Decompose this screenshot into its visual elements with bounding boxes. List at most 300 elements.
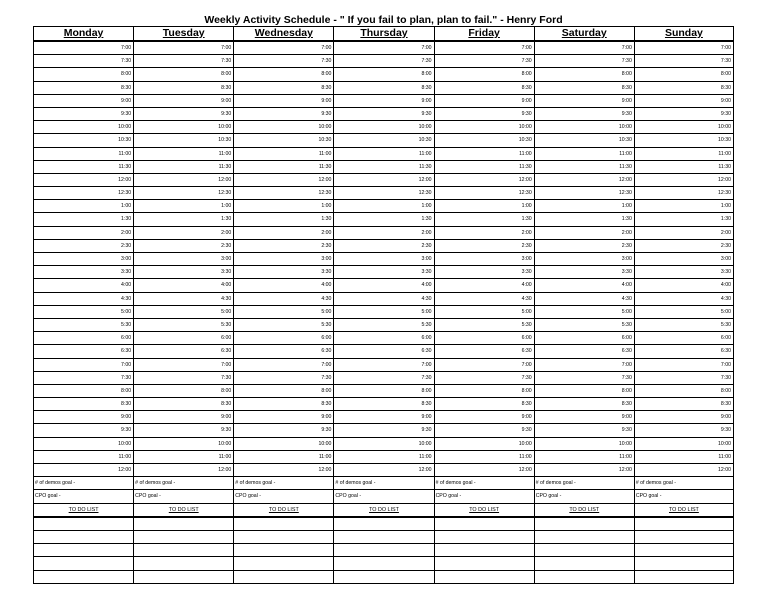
todo-row[interactable] (34, 518, 133, 531)
todo-row[interactable] (435, 531, 534, 544)
time-slot[interactable]: 11:00 (134, 148, 233, 161)
time-slot[interactable]: 9:00 (635, 95, 733, 108)
time-slot[interactable]: 8:00 (34, 385, 133, 398)
todo-row[interactable] (435, 557, 534, 570)
time-slot[interactable]: 7:00 (234, 359, 333, 372)
time-slot[interactable]: 1:00 (34, 200, 133, 213)
todo-row[interactable] (334, 518, 433, 531)
time-slot[interactable]: 7:30 (34, 55, 133, 68)
time-slot[interactable]: 7:30 (435, 372, 534, 385)
time-slot[interactable]: 12:00 (635, 174, 733, 187)
time-slot[interactable]: 7:30 (535, 372, 634, 385)
time-slot[interactable]: 3:00 (34, 253, 133, 266)
todo-row[interactable] (34, 571, 133, 584)
time-slot[interactable]: 1:30 (134, 213, 233, 226)
time-slot[interactable]: 7:00 (535, 359, 634, 372)
time-slot[interactable]: 8:30 (34, 82, 133, 95)
time-slot[interactable]: 8:00 (334, 385, 433, 398)
time-slot[interactable]: 1:00 (435, 200, 534, 213)
time-slot[interactable]: 4:00 (234, 279, 333, 292)
time-slot[interactable]: 1:30 (435, 213, 534, 226)
time-slot[interactable]: 9:00 (435, 411, 534, 424)
time-slot[interactable]: 2:30 (635, 240, 733, 253)
time-slot[interactable]: 7:00 (134, 42, 233, 55)
todo-row[interactable] (234, 571, 333, 584)
time-slot[interactable]: 12:00 (334, 174, 433, 187)
time-slot[interactable]: 7:00 (334, 42, 433, 55)
time-slot[interactable]: 11:00 (234, 451, 333, 464)
schedule-grid (33, 26, 734, 577)
time-slot[interactable]: 4:30 (334, 293, 433, 306)
time-slot[interactable]: 12:00 (34, 174, 133, 187)
todo-row[interactable] (635, 518, 733, 531)
time-slot[interactable]: 11:00 (34, 451, 133, 464)
time-slot[interactable]: 10:00 (635, 121, 733, 134)
time-slot[interactable]: 9:00 (234, 411, 333, 424)
time-slot[interactable]: 6:00 (34, 332, 133, 345)
time-slot[interactable]: 2:30 (234, 240, 333, 253)
time-slot[interactable]: 8:30 (635, 398, 733, 411)
time-slot[interactable]: 7:00 (334, 359, 433, 372)
time-slot[interactable]: 10:00 (435, 121, 534, 134)
time-slot[interactable]: 1:00 (535, 200, 634, 213)
time-slot[interactable]: 9:30 (435, 424, 534, 437)
time-slot[interactable]: 3:30 (234, 266, 333, 279)
time-slot[interactable]: 7:00 (34, 42, 133, 55)
time-slot[interactable]: 4:00 (34, 279, 133, 292)
time-slot[interactable]: 6:30 (134, 345, 233, 358)
time-slot[interactable]: 8:30 (334, 82, 433, 95)
time-slot[interactable]: 9:00 (234, 95, 333, 108)
time-slot[interactable]: 12:00 (635, 464, 733, 477)
time-slot[interactable]: 2:00 (435, 227, 534, 240)
todo-row[interactable] (134, 531, 233, 544)
time-slot[interactable]: 5:30 (134, 319, 233, 332)
time-slot[interactable]: 11:00 (635, 148, 733, 161)
day-header (435, 26, 534, 42)
time-slot[interactable]: 9:30 (134, 424, 233, 437)
time-slot[interactable]: 11:30 (535, 161, 634, 174)
demos-goal-field[interactable]: # of demos goal - (34, 477, 133, 490)
time-slot[interactable]: 5:30 (635, 319, 733, 332)
time-slot[interactable]: 6:00 (334, 332, 433, 345)
time-slot[interactable]: 12:30 (234, 187, 333, 200)
time-slot[interactable]: 8:00 (535, 385, 634, 398)
time-slot[interactable]: 8:00 (234, 385, 333, 398)
time-slot[interactable]: 12:30 (535, 187, 634, 200)
time-slot[interactable]: 8:30 (435, 82, 534, 95)
time-slot[interactable]: 12:00 (134, 464, 233, 477)
demos-goal-field[interactable]: # of demos goal - (635, 477, 733, 490)
day-header (134, 26, 233, 42)
time-slot[interactable]: 12:00 (334, 464, 433, 477)
time-slot[interactable]: 7:00 (134, 359, 233, 372)
time-slot[interactable]: 4:30 (535, 293, 634, 306)
time-slot[interactable]: 9:30 (535, 108, 634, 121)
day-header (535, 26, 634, 42)
time-slot[interactable]: 4:00 (635, 279, 733, 292)
time-slot[interactable]: 4:30 (435, 293, 534, 306)
time-slot[interactable]: 8:00 (435, 68, 534, 81)
time-slot[interactable]: 12:00 (134, 174, 233, 187)
time-slot[interactable]: 10:30 (435, 134, 534, 147)
todo-row[interactable] (635, 531, 733, 544)
time-slot[interactable]: 3:30 (435, 266, 534, 279)
cpo-goal-field[interactable]: CPO goal - (435, 490, 534, 503)
time-slot[interactable]: 10:00 (435, 438, 534, 451)
time-slot[interactable]: 5:00 (134, 306, 233, 319)
time-slot[interactable]: 3:00 (535, 253, 634, 266)
time-slot[interactable]: 6:00 (234, 332, 333, 345)
time-slot[interactable]: 7:00 (234, 42, 333, 55)
time-slot[interactable]: 11:30 (134, 161, 233, 174)
cpo-goal-field[interactable]: CPO goal - (134, 490, 233, 503)
time-slot[interactable]: 12:30 (134, 187, 233, 200)
time-slot[interactable]: 12:30 (635, 187, 733, 200)
day-column-tuesday (133, 26, 233, 584)
time-slot[interactable]: 10:30 (34, 134, 133, 147)
time-slot[interactable]: 3:30 (334, 266, 433, 279)
time-slot[interactable]: 5:30 (535, 319, 634, 332)
time-slot[interactable]: 4:30 (234, 293, 333, 306)
todo-row[interactable] (334, 571, 433, 584)
time-slot[interactable]: 8:30 (334, 398, 433, 411)
time-slot[interactable]: 3:30 (635, 266, 733, 279)
time-slot[interactable]: 10:30 (234, 134, 333, 147)
time-slot[interactable]: 8:00 (435, 385, 534, 398)
todo-row[interactable] (234, 518, 333, 531)
time-slot[interactable]: 7:30 (334, 372, 433, 385)
time-slot[interactable]: 11:30 (34, 161, 133, 174)
time-slot[interactable]: 8:30 (134, 82, 233, 95)
cpo-goal-field[interactable]: CPO goal - (635, 490, 733, 503)
cpo-goal-field[interactable]: CPO goal - (334, 490, 433, 503)
time-slot[interactable]: 4:00 (134, 279, 233, 292)
time-slot[interactable]: 1:00 (134, 200, 233, 213)
todo-list-header (134, 504, 233, 518)
time-slot[interactable]: 2:30 (435, 240, 534, 253)
time-slot[interactable]: 6:00 (134, 332, 233, 345)
time-slot[interactable]: 11:00 (134, 451, 233, 464)
todo-list-header (334, 504, 433, 518)
time-slot[interactable]: 10:00 (234, 438, 333, 451)
time-slot[interactable]: 8:30 (134, 398, 233, 411)
time-slot[interactable]: 8:00 (134, 385, 233, 398)
time-slot[interactable]: 2:00 (535, 227, 634, 240)
time-slot[interactable]: 3:00 (234, 253, 333, 266)
time-slot[interactable]: 7:30 (234, 55, 333, 68)
time-slot[interactable]: 7:00 (34, 359, 133, 372)
todo-row[interactable] (34, 557, 133, 570)
time-slot[interactable]: 1:30 (635, 213, 733, 226)
todo-row[interactable] (234, 557, 333, 570)
time-slot[interactable]: 10:00 (34, 121, 133, 134)
time-slot[interactable]: 11:30 (635, 161, 733, 174)
time-slot[interactable]: 7:00 (635, 42, 733, 55)
time-slot[interactable]: 2:00 (635, 227, 733, 240)
time-slot[interactable]: 3:30 (535, 266, 634, 279)
time-slot[interactable]: 2:30 (334, 240, 433, 253)
demos-goal-field[interactable]: # of demos goal - (134, 477, 233, 490)
time-slot[interactable]: 10:00 (234, 121, 333, 134)
cpo-goal-field[interactable]: CPO goal - (34, 490, 133, 503)
todo-list-label: TO DO LIST (668, 506, 699, 513)
time-slot[interactable]: 9:30 (34, 424, 133, 437)
time-slot[interactable]: 7:30 (134, 372, 233, 385)
todo-row[interactable] (134, 557, 233, 570)
demos-goal-field[interactable]: # of demos goal - (435, 477, 534, 490)
time-slot[interactable]: 11:00 (535, 148, 634, 161)
time-slot[interactable]: 1:00 (635, 200, 733, 213)
time-slot[interactable]: 9:30 (234, 108, 333, 121)
time-slot[interactable]: 12:00 (435, 174, 534, 187)
time-slot[interactable]: 7:00 (435, 359, 534, 372)
time-slot[interactable]: 9:30 (234, 424, 333, 437)
time-slot[interactable]: 7:30 (34, 372, 133, 385)
time-slot[interactable]: 4:00 (435, 279, 534, 292)
todo-row[interactable] (535, 571, 634, 584)
time-slot[interactable]: 10:30 (535, 134, 634, 147)
time-slot[interactable]: 9:30 (334, 424, 433, 437)
todo-row[interactable] (134, 571, 233, 584)
time-slot[interactable]: 2:00 (334, 227, 433, 240)
time-slot[interactable]: 2:30 (134, 240, 233, 253)
todo-list-label: TO DO LIST (68, 506, 99, 513)
time-slot[interactable]: 9:00 (435, 95, 534, 108)
time-slot[interactable]: 8:30 (34, 398, 133, 411)
time-slot[interactable]: 11:00 (435, 451, 534, 464)
time-slot[interactable]: 11:00 (234, 148, 333, 161)
time-slot[interactable]: 7:30 (535, 55, 634, 68)
todo-list-label: TO DO LIST (268, 506, 299, 513)
time-slot[interactable]: 12:00 (535, 174, 634, 187)
todo-row[interactable] (535, 557, 634, 570)
time-slot[interactable]: 9:00 (134, 95, 233, 108)
todo-row[interactable] (234, 544, 333, 557)
todo-row[interactable] (334, 544, 433, 557)
todo-list-label: TO DO LIST (369, 506, 399, 513)
time-slot[interactable]: 9:00 (334, 411, 433, 424)
time-slot[interactable]: 1:30 (234, 213, 333, 226)
time-slot[interactable]: 1:30 (34, 213, 133, 226)
todo-row[interactable] (334, 557, 433, 570)
time-slot[interactable]: 12:00 (234, 174, 333, 187)
time-slot[interactable]: 5:00 (334, 306, 433, 319)
time-slot[interactable]: 7:30 (334, 55, 433, 68)
time-slot[interactable]: 8:00 (234, 68, 333, 81)
time-slot[interactable]: 4:30 (34, 293, 133, 306)
time-slot[interactable]: 8:00 (635, 385, 733, 398)
time-slot[interactable]: 10:00 (134, 438, 233, 451)
time-slot[interactable]: 10:00 (134, 121, 233, 134)
time-slot[interactable]: 8:00 (635, 68, 733, 81)
time-slot[interactable]: 10:00 (334, 438, 433, 451)
todo-row[interactable] (34, 531, 133, 544)
time-slot[interactable]: 10:00 (34, 438, 133, 451)
time-slot[interactable]: 10:00 (635, 438, 733, 451)
time-slot[interactable]: 3:00 (635, 253, 733, 266)
demos-goal-field[interactable]: # of demos goal - (334, 477, 433, 490)
time-slot[interactable]: 8:30 (435, 398, 534, 411)
time-slot[interactable]: 9:30 (134, 108, 233, 121)
time-slot[interactable]: 5:00 (34, 306, 133, 319)
time-slot[interactable]: 8:30 (535, 398, 634, 411)
time-slot[interactable]: 4:30 (635, 293, 733, 306)
todo-row[interactable] (635, 544, 733, 557)
time-slot[interactable]: 11:00 (435, 148, 534, 161)
time-slot[interactable]: 12:30 (334, 187, 433, 200)
time-slot[interactable]: 10:30 (334, 134, 433, 147)
todo-row[interactable] (635, 557, 733, 570)
time-slot[interactable]: 6:30 (34, 345, 133, 358)
time-slot[interactable]: 9:00 (535, 411, 634, 424)
time-slot[interactable]: 2:00 (234, 227, 333, 240)
time-slot[interactable]: 1:30 (334, 213, 433, 226)
time-slot[interactable]: 9:30 (435, 108, 534, 121)
time-slot[interactable]: 7:30 (435, 55, 534, 68)
time-slot[interactable]: 8:30 (234, 82, 333, 95)
time-slot[interactable]: 6:00 (535, 332, 634, 345)
time-slot[interactable]: 4:00 (535, 279, 634, 292)
todo-row[interactable] (535, 518, 634, 531)
time-slot[interactable]: 3:30 (34, 266, 133, 279)
time-slot[interactable]: 5:00 (234, 306, 333, 319)
day-header (34, 26, 133, 42)
time-slot[interactable]: 7:00 (535, 42, 634, 55)
time-slot[interactable]: 9:00 (635, 411, 733, 424)
time-slot[interactable]: 6:30 (334, 345, 433, 358)
time-slot[interactable]: 1:00 (234, 200, 333, 213)
time-slot[interactable]: 5:30 (334, 319, 433, 332)
todo-row[interactable] (435, 571, 534, 584)
time-slot[interactable]: 5:30 (435, 319, 534, 332)
todo-row[interactable] (435, 544, 534, 557)
time-slot[interactable]: 5:30 (34, 319, 133, 332)
time-slot[interactable]: 8:00 (334, 68, 433, 81)
time-slot[interactable]: 6:30 (635, 345, 733, 358)
time-slot[interactable]: 11:00 (34, 148, 133, 161)
time-slot[interactable]: 8:30 (535, 82, 634, 95)
time-slot[interactable]: 3:00 (134, 253, 233, 266)
todo-row[interactable] (134, 518, 233, 531)
time-slot[interactable]: 6:30 (535, 345, 634, 358)
todo-row[interactable] (535, 531, 634, 544)
day-column-friday (434, 26, 534, 584)
time-slot[interactable]: 10:30 (134, 134, 233, 147)
time-slot[interactable]: 12:30 (34, 187, 133, 200)
time-slot[interactable]: 9:30 (635, 108, 733, 121)
time-slot[interactable]: 10:00 (334, 121, 433, 134)
time-slot[interactable]: 3:30 (134, 266, 233, 279)
cpo-goal-field[interactable]: CPO goal - (535, 490, 634, 503)
todo-row[interactable] (234, 531, 333, 544)
time-slot[interactable]: 10:00 (535, 438, 634, 451)
time-slot[interactable]: 5:30 (234, 319, 333, 332)
time-slot[interactable]: 8:30 (234, 398, 333, 411)
time-slot[interactable]: 8:00 (535, 68, 634, 81)
time-slot[interactable]: 4:00 (334, 279, 433, 292)
time-slot[interactable]: 6:30 (234, 345, 333, 358)
time-slot[interactable]: 10:30 (635, 134, 733, 147)
time-slot[interactable]: 3:00 (435, 253, 534, 266)
time-slot[interactable]: 2:30 (535, 240, 634, 253)
todo-list-label: TO DO LIST (469, 506, 500, 513)
time-slot[interactable]: 5:00 (435, 306, 534, 319)
time-slot[interactable]: 2:00 (34, 227, 133, 240)
time-slot[interactable]: 8:00 (134, 68, 233, 81)
time-slot[interactable]: 9:00 (535, 95, 634, 108)
time-slot[interactable]: 5:00 (535, 306, 634, 319)
time-slot[interactable]: 11:00 (535, 451, 634, 464)
todo-list-label: TO DO LIST (168, 506, 199, 513)
time-slot[interactable]: 7:00 (435, 42, 534, 55)
day-column-thursday (333, 26, 433, 584)
time-slot[interactable]: 10:00 (535, 121, 634, 134)
time-slot[interactable]: 9:30 (34, 108, 133, 121)
time-slot[interactable]: 5:00 (635, 306, 733, 319)
time-slot[interactable]: 9:30 (334, 108, 433, 121)
time-slot[interactable]: 11:30 (334, 161, 433, 174)
time-slot[interactable]: 9:00 (334, 95, 433, 108)
day-header-label: Wednesday (254, 27, 313, 39)
todo-row[interactable] (134, 544, 233, 557)
todo-row[interactable] (635, 571, 733, 584)
time-slot[interactable]: 12:30 (435, 187, 534, 200)
time-slot[interactable]: 12:00 (535, 464, 634, 477)
demos-goal-field[interactable]: # of demos goal - (234, 477, 333, 490)
time-slot[interactable]: 9:00 (34, 411, 133, 424)
cpo-goal-field[interactable]: CPO goal - (234, 490, 333, 503)
time-slot[interactable]: 12:00 (435, 464, 534, 477)
todo-list-label: TO DO LIST (569, 506, 600, 513)
time-slot[interactable]: 12:00 (34, 464, 133, 477)
time-slot[interactable]: 11:00 (635, 451, 733, 464)
time-slot[interactable]: 7:30 (635, 372, 733, 385)
time-slot[interactable]: 11:00 (334, 451, 433, 464)
todo-row[interactable] (34, 544, 133, 557)
todo-row[interactable] (334, 531, 433, 544)
time-slot[interactable]: 4:30 (134, 293, 233, 306)
todo-row[interactable] (435, 518, 534, 531)
time-slot[interactable]: 6:00 (435, 332, 534, 345)
time-slot[interactable]: 6:30 (435, 345, 534, 358)
time-slot[interactable]: 9:00 (134, 411, 233, 424)
time-slot[interactable]: 11:30 (435, 161, 534, 174)
time-slot[interactable]: 9:00 (34, 95, 133, 108)
time-slot[interactable]: 8:00 (34, 68, 133, 81)
time-slot[interactable]: 12:00 (234, 464, 333, 477)
time-slot[interactable]: 1:30 (535, 213, 634, 226)
todo-list-header (635, 504, 733, 518)
time-slot[interactable]: 3:00 (334, 253, 433, 266)
time-slot[interactable]: 8:30 (635, 82, 733, 95)
time-slot[interactable]: 7:00 (635, 359, 733, 372)
demos-goal-field[interactable]: # of demos goal - (535, 477, 634, 490)
time-slot[interactable]: 11:30 (234, 161, 333, 174)
time-slot[interactable]: 11:00 (334, 148, 433, 161)
time-slot[interactable]: 2:30 (34, 240, 133, 253)
time-slot[interactable]: 7:30 (234, 372, 333, 385)
time-slot[interactable]: 2:00 (134, 227, 233, 240)
time-slot[interactable]: 1:00 (334, 200, 433, 213)
todo-row[interactable] (535, 544, 634, 557)
time-slot[interactable]: 7:30 (134, 55, 233, 68)
time-slot[interactable]: 9:30 (535, 424, 634, 437)
time-slot[interactable]: 6:00 (635, 332, 733, 345)
time-slot[interactable]: 7:30 (635, 55, 733, 68)
time-slot[interactable]: 9:30 (635, 424, 733, 437)
todo-list-header (34, 504, 133, 518)
